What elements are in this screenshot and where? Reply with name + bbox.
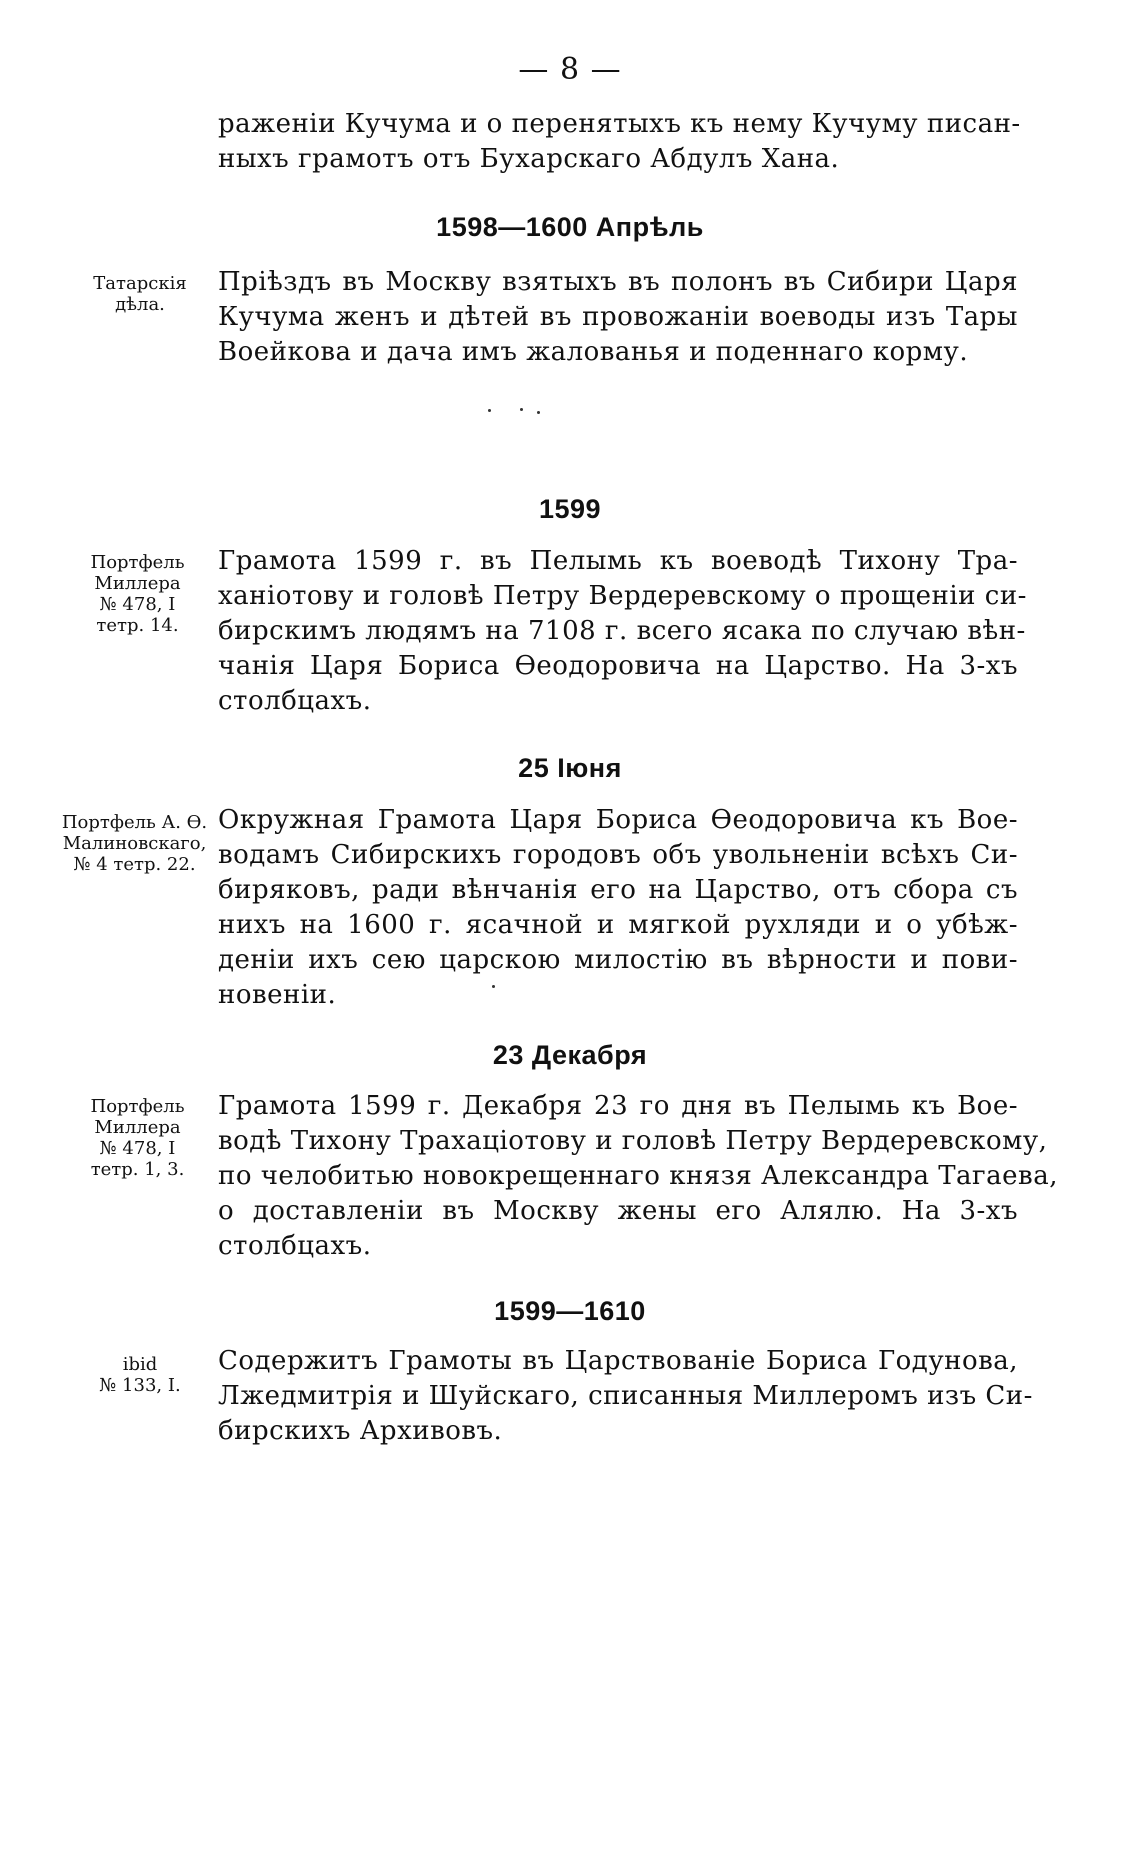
entry-line: чанія Царя Бориса Ѳеодоровича на Царство. На 3-хъ	[218, 651, 1018, 681]
entry-heading: 1599—1610	[494, 1296, 646, 1326]
entry-line: водамъ Сибирскихъ городовъ объ увольненіи всѣхъ Си-	[218, 840, 1018, 870]
entry-line: ханіотову и головѣ Петру Вердеревскому о прощеніи си-	[218, 581, 1027, 611]
entry-line: Лжедмитрія и Шуйскаго, списанныя Миллеромъ изъ Си-	[218, 1381, 1033, 1411]
entry-line: бирскимъ людямъ на 7108 г. всего ясака по случаю вѣн-	[218, 616, 1026, 646]
entry-line: Грамота 1599 г. Декабря 23 го дня въ Пелымь къ Вое-	[218, 1091, 1018, 1121]
entry-line: деніи ихъ сею царскою милостію въ вѣрности и пови-	[218, 945, 1018, 975]
print-speck	[492, 985, 495, 988]
entry-line: нихъ на 1600 г. ясачной и мягкой рухляди и о убѣж-	[218, 910, 1018, 940]
entry-line: Содержитъ Грамоты въ Царствованіе Бориса Годунова,	[218, 1346, 1018, 1376]
margin-reference: Портфель Миллера № 478, I тетр. 1, 3.	[90, 1096, 185, 1180]
margin-reference: Портфель А. Ѳ. Малиновскаго, № 4 тетр. 22.	[61, 812, 208, 875]
print-speck	[537, 411, 540, 414]
entry-line: Грамота 1599 г. въ Пелымь къ воеводѣ Тихону Тра-	[218, 546, 1018, 576]
margin-reference: ibid № 133, I.	[99, 1354, 181, 1396]
entry-line: бирскихъ Архивовъ.	[218, 1416, 503, 1446]
entry-line: столбцахъ.	[218, 1231, 372, 1261]
entry-heading: 23 Декабря	[492, 1040, 648, 1070]
entry-line: водѣ Тихону Трахаціотову и головѣ Петру Вердеревскому,	[218, 1126, 1048, 1156]
continuation-line: ныхъ грамотъ отъ Бухарскаго Абдулъ Хана.	[218, 144, 840, 174]
print-speck	[520, 408, 523, 411]
entry-line: по челобитью новокрещеннаго князя Александра Тагаева,	[218, 1161, 1058, 1191]
entry-line: Кучума женъ и дѣтей въ провожаніи воеводы изъ Тары	[218, 302, 1018, 332]
margin-reference: Татарскія дѣла.	[93, 273, 187, 315]
entry-line: новеніи.	[218, 980, 337, 1010]
entry-heading: 1598—1600 Апрѣль	[436, 212, 704, 242]
entry-line: столбцахъ.	[218, 686, 372, 716]
continuation-line: раженіи Кучума и о перенятыхъ къ нему Кучуму писан-	[218, 109, 1021, 139]
entry-heading: 25 Іюня	[518, 753, 622, 783]
entry-heading: 1599	[538, 494, 602, 524]
page-number: — 8 —	[518, 52, 622, 87]
print-speck	[488, 409, 491, 412]
entry-line: о доставленіи въ Москву жены его Алялю. На 3-хъ	[218, 1196, 1018, 1226]
margin-reference: Портфель Миллера № 478, I тетр. 14.	[90, 552, 185, 636]
entry-line: биряковъ, ради вѣнчанія его на Царство, отъ сбора съ	[218, 875, 1018, 905]
entry-line: Воейкова и дача имъ жалованья и поденнаго корму.	[218, 337, 969, 367]
entry-line: Окружная Грамота Царя Бориса Ѳеодоровича къ Вое-	[218, 805, 1018, 835]
entry-line: Пріѣздъ въ Москву взятыхъ въ полонъ въ Сибири Царя	[218, 267, 1018, 297]
